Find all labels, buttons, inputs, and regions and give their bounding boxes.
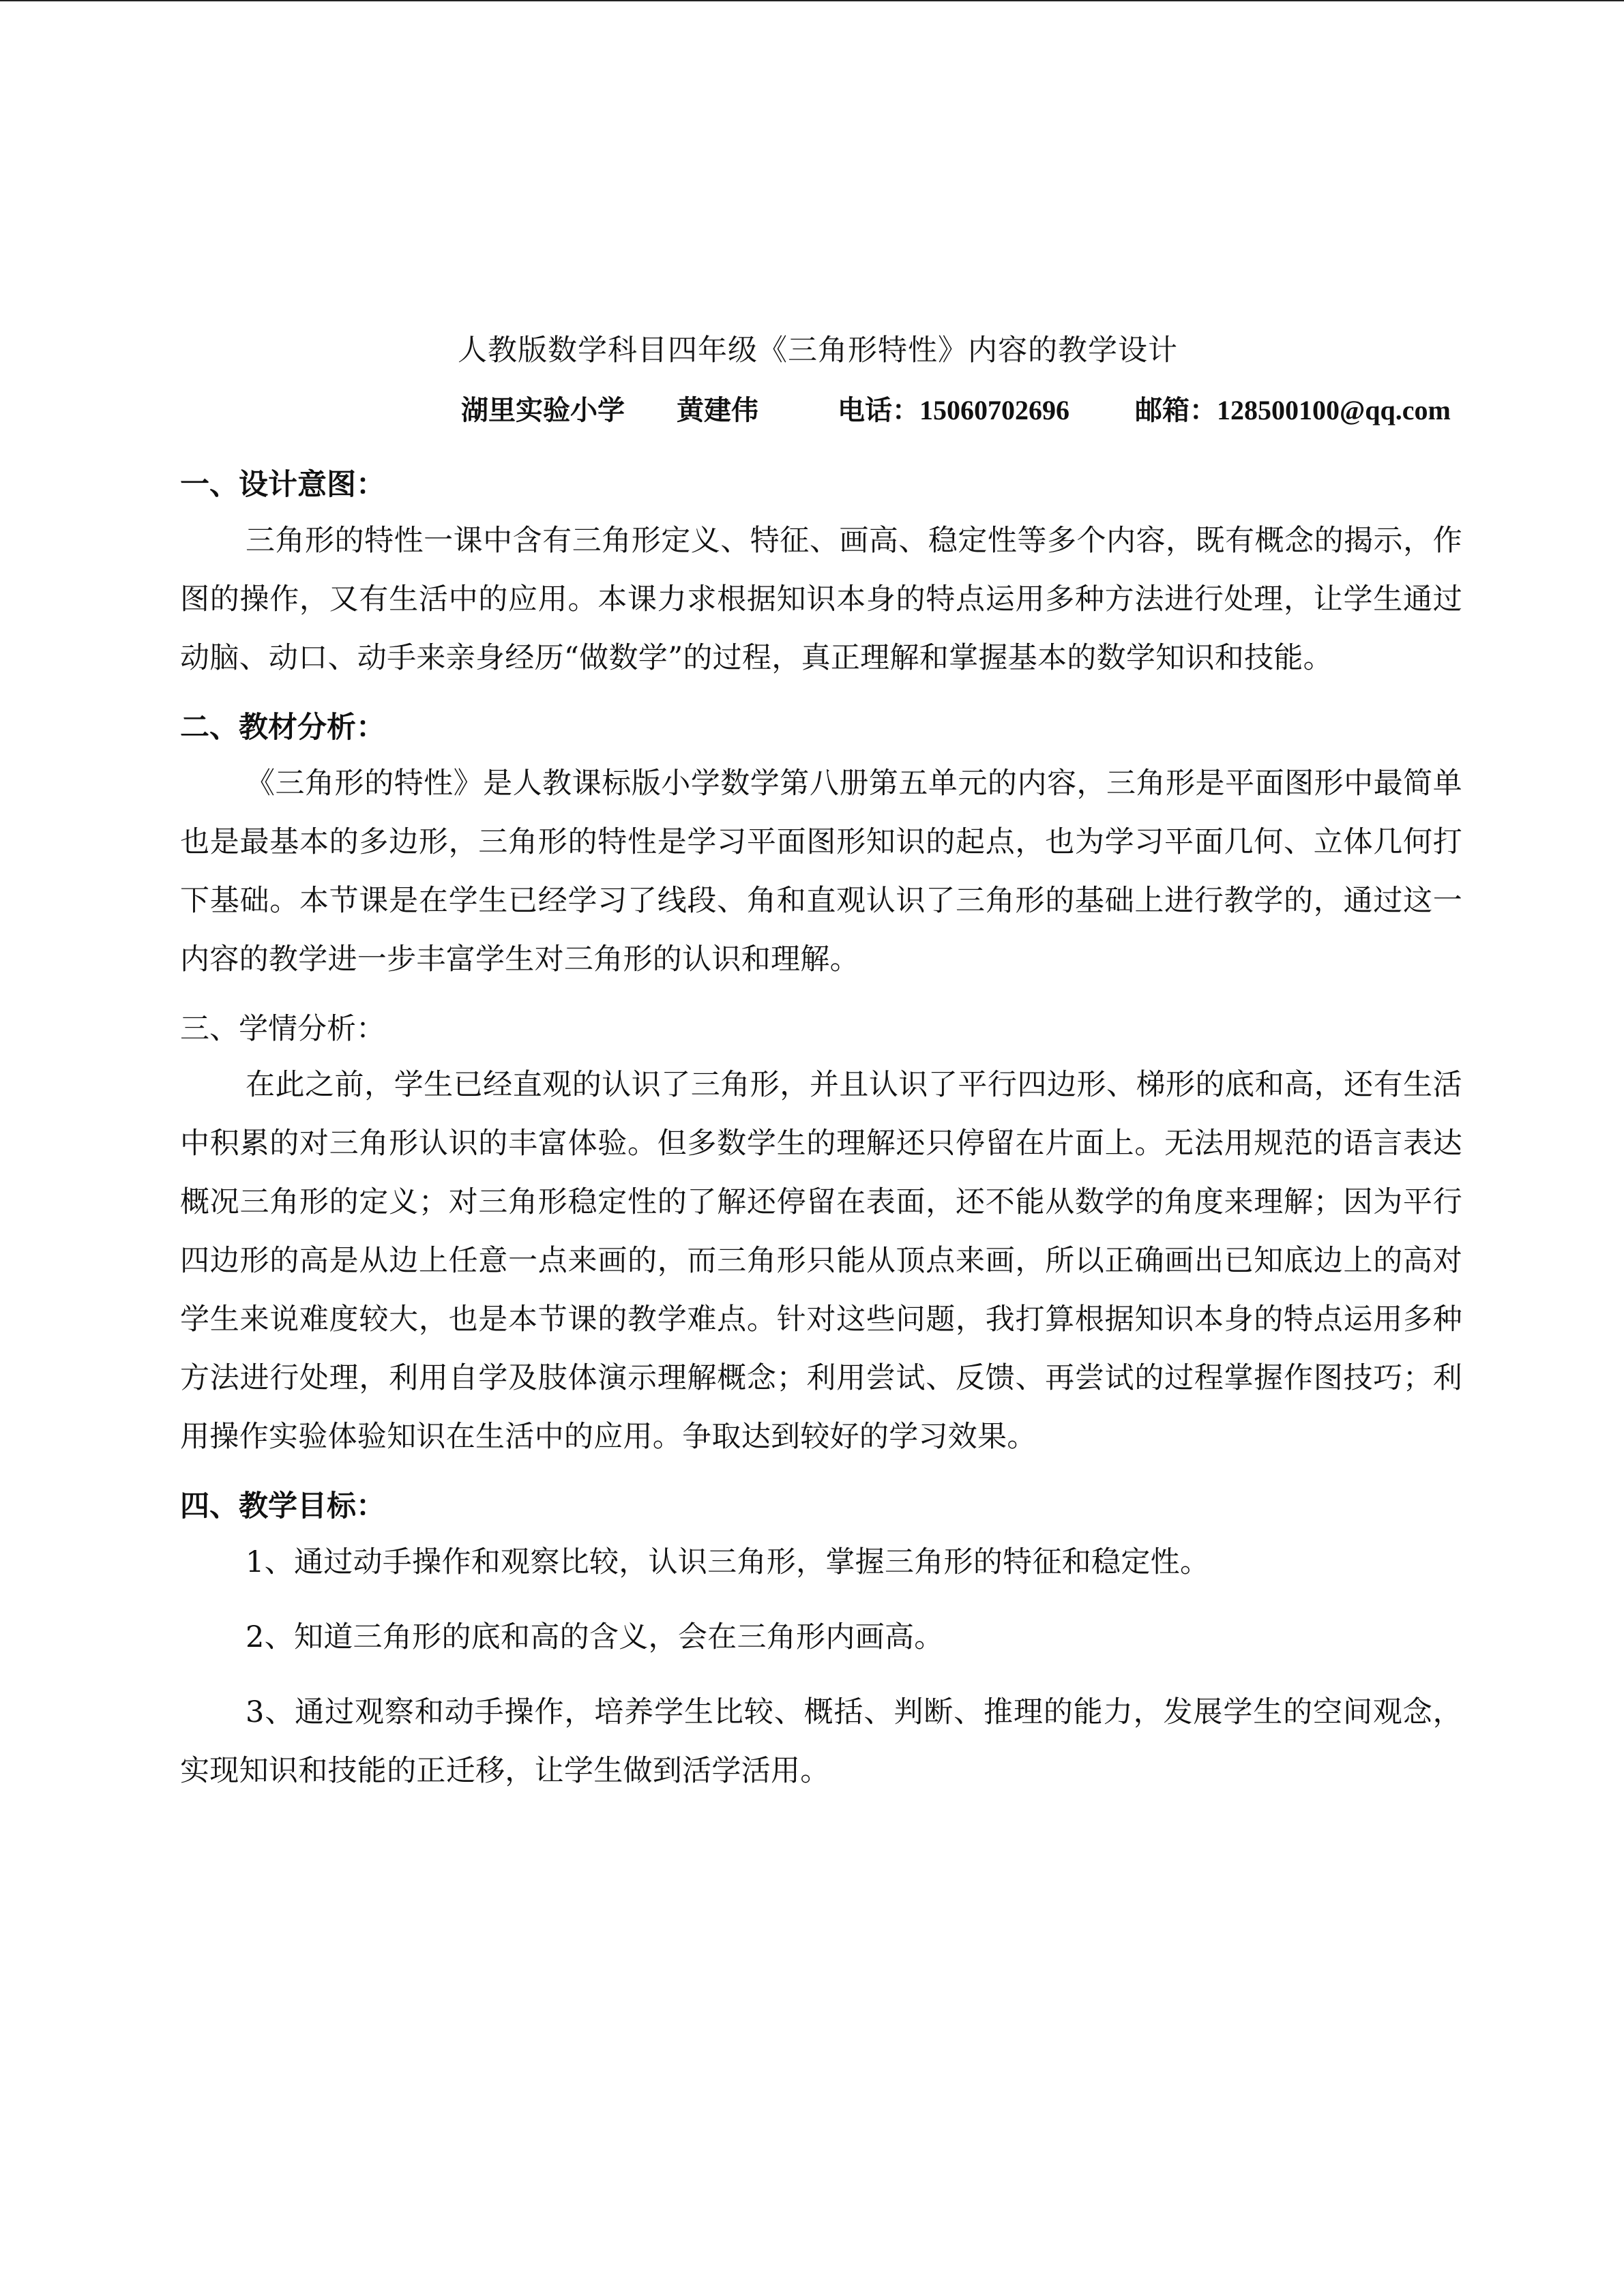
paragraph-student-analysis: 在此之前，学生已经直观的认识了三角形，并且认识了平行四边形、梯形的底和高，还有生活中积累的对三角形认识的丰富体验。但多数学生的理解还只停留在片面上。无法用规范的语言表达概况三角形的定义；对三角形稳定性的了解还停留在表面，还不能从数学的角度来理解；因为平行四边形的高是从边上任意一点来画的，而三角形只能从顶点来画，所以正确画出已知底边上的高对学生来说难度较大，也是本节课的教学难点。针对这些问题，我打算根据知识本身的特点运用多种方法进行处理，利用自学及肢体演示理解概念；利用尝试、反馈、再尝试的过程掌握作图技巧；利用操作实验体验知识在生活中的应用。争取达到较好的学习效果。 [180,1068,1462,1454]
document-title: 人教版数学科目四年级《三角形特性》内容的教学设计 [458,333,1178,368]
goal-item-3: 3、通过观察和动手操作，培养学生比较、概括、判断、推理的能力，发展学生的空间观念，实现知识和技能的正迁移，让学生做到活学活用。 [180,1695,1462,1788]
author-school: 湖里实验小学 [461,395,625,426]
paragraph-design-intent: 三角形的特性一课中含有三角形定义、特征、画高、稳定性等多个内容，既有概念的揭示，作图的操作，又有生活中的应用。本课力求根据知识本身的特点运用多种方法进行处理，让学生通过动脑、动口、动手来亲身经历“做数学”的过程，真正理解和掌握基本的数学知识和技能。 [180,524,1462,675]
author-name: 黄建伟 [677,395,758,426]
section-heading-material-analysis: 二、教材分析： [180,711,385,745]
section-heading-design-intent: 一、设计意图： [180,468,385,502]
author-email: 邮箱：128500100@qq.com [1135,395,1451,426]
goal-item-2: 2、知道三角形的底和高的含义，会在三角形内画高。 [246,1620,944,1654]
goal-item-1: 1、通过动手操作和观察比较，认识三角形，掌握三角形的特征和稳定性。 [246,1545,1210,1579]
section-heading-teaching-goals: 四、教学目标： [180,1489,385,1523]
author-phone: 电话：15060702696 [838,395,1069,426]
paragraph-material-analysis: 《三角形的特性》是人教课标版小学数学第八册第五单元的内容，三角形是平面图形中最简单也是最基本的多边形，三角形的特性是学习平面图形知识的起点，也为学习平面几何、立体几何打下基础。本节课是在学生已经学习了线段、角和直观认识了三角形的基础上进行教学的，通过这一内容的教学进一步丰富学生对三角形的认识和理解。 [180,766,1462,976]
author-info [461,389,1451,428]
section-heading-student-analysis: 三、学情分析： [180,1012,385,1046]
document-body [180,454,1462,1817]
